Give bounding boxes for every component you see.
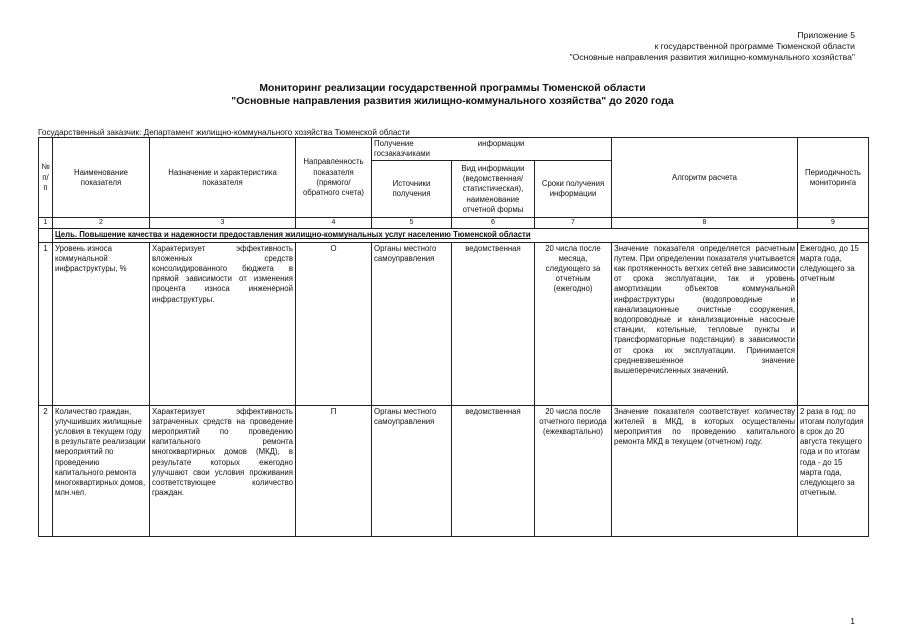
header-num: № п/п [39,138,53,218]
header-kind: Вид информации (ведомственная/ статистическая), наименование отчетной формы [452,161,535,218]
row-terms: 20 числа после отчетного периода (ежеквартально) [535,405,612,536]
state-customer-line: Государственный заказчик: Департамент жилищно-коммунального хозяйства Тюменской области [38,128,410,137]
row-sources: Органы местного самоуправления [372,242,452,405]
row-name: Уровень износа коммунальной инфраструктуры, % [53,242,150,405]
col-number: 3 [150,218,296,229]
col-number: 8 [612,218,798,229]
header-row-1 [39,138,869,161]
annex-line-3: "Основные направления развития жилищно-коммунального хозяйства" [569,52,855,62]
header-purpose: Назначение и характеристика показателя [150,138,296,218]
header-sources: Источники получения [372,161,452,218]
annex-note [570,30,855,63]
header-period: Периодичность мониторинга [798,138,869,218]
row-sources: Органы местного самоуправления [372,405,452,536]
row-kind: ведомственная [452,242,535,405]
row-direction: О [296,242,372,405]
row-period: Ежегодно, до 15 марта года, следующего за отчетным [798,242,869,405]
title-line-2: "Основные направления развития жилищно-коммунального хозяйства" до 2020 года [231,96,674,107]
row-period: 2 раза в год: по итогам полугодия в срок до 20 августа текущего года и по итогам года - до 15 марта года, следующего за отчетным. [798,405,869,536]
col-number: 9 [798,218,869,229]
row-num: 1 [39,242,53,405]
col-number: 1 [39,218,53,229]
row-kind: ведомственная [452,405,535,536]
annex-line-2: к государственной программе Тюменской области [654,41,855,51]
col-number: 6 [452,218,535,229]
table-row [39,405,869,536]
row-purpose: Характеризует эффективность вложенных средств консолидированного бюджета в прямой зависимости от изменения процента износа инженерной инфраструктуры. [150,242,296,405]
header-terms: Сроки получения информации [535,161,612,218]
row-purpose: Характеризует эффективность затраченных средств на проведение мероприятий по проведению капитального ремонта многоквартирных домов (МКД), в результате которых ежегодно улучшают свои условия проживания соответствующее количество граждан. [150,405,296,536]
col-number: 5 [372,218,452,229]
table-row [39,242,869,405]
row-direction: П [296,405,372,536]
col-number: 4 [296,218,372,229]
title-line-1: Мониторинг реализации государственной программы Тюменской области [259,83,646,94]
goal-row [39,229,869,242]
header-info-group: Получение информации госзаказчиками [372,138,612,161]
goal-text: Цель. Повышение качества и надежности предоставления жилищно-коммунальных услуг населению Тюменской области [53,229,869,242]
col-number: 2 [53,218,150,229]
monitoring-table [38,137,869,537]
annex-line-1: Приложение 5 [797,30,855,40]
col-number: 7 [535,218,612,229]
row-terms: 20 числа после месяца, следующего за отчетным (ежегодно) [535,242,612,405]
page-number: 1 [850,616,855,626]
row-num: 2 [39,405,53,536]
header-algorithm: Алгоритм расчета [612,138,798,218]
header-direction: Направленность показателя (прямого/ обратного счета) [296,138,372,218]
row-algorithm: Значение показателя определяется расчетным путем. При определении показателя учитывается как протяженность ветхих сетей вне зависимости от срока эксплуатации, так и уровень амортизации объектов коммунальной инфраструктуры (водопроводные и канализационные очистные сооружения, водопроводные и канализационные насосные станции, котельные, тепловые пункты и трансформаторные подстанции) в зависимости от срока их эксплуатации. Принимается средневзвешенное значение вышеперечисленных значений. [612,242,798,405]
goal-spacer [39,229,53,242]
header-name: Наименование показателя [53,138,150,218]
document-title [0,82,905,108]
row-algorithm: Значение показателя соответствует количеству жителей в МКД, в которых осуществлены мероприятия по проведению капитального ремонта МКД в текущем (отчетном) году. [612,405,798,536]
row-name: Количество граждан, улучшивших жилищные условия в текущем году в результате реализации мероприятий по проведению капитального ремонта многоквартирных домов, млн.чел. [53,405,150,536]
column-number-row [39,218,869,229]
